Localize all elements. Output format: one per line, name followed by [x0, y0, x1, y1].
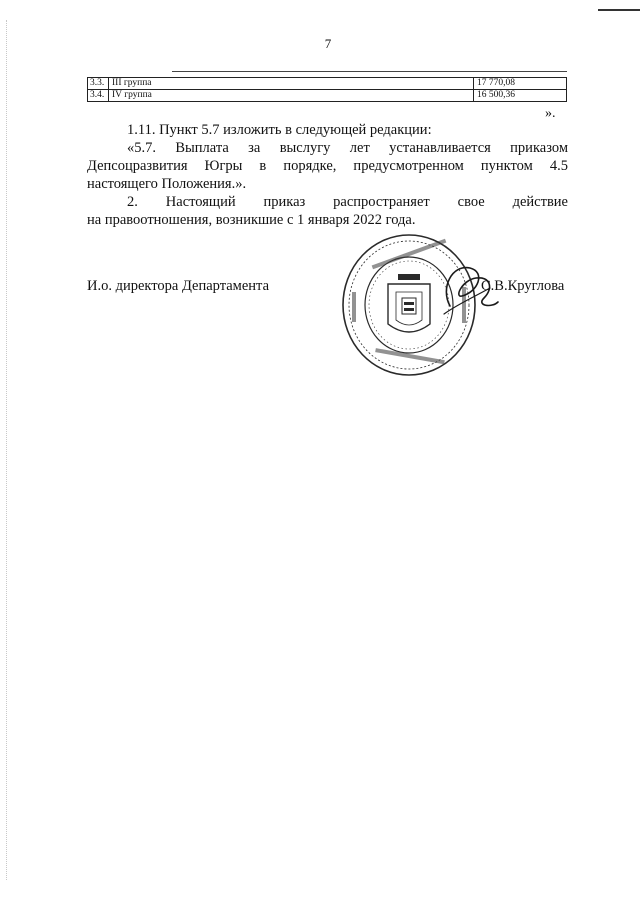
item-1-11: [87, 121, 568, 139]
table-top-rule: [172, 71, 567, 72]
table-row: [88, 90, 567, 102]
row-value: 16 500,36: [474, 90, 567, 102]
scan-edge-dots: [6, 20, 7, 880]
item-2-line2: на правоотношения, возникшие с 1 января 2022 года.: [87, 212, 416, 228]
row-value: 17 770,08: [474, 78, 567, 90]
item-1-11-text: 1.11. Пункт 5.7 изложить в следующей редакции:: [127, 122, 432, 138]
item-5-7-line1: «5.7. Выплата за выслугу лет устанавливается приказом: [127, 140, 568, 156]
row-group: III группа: [109, 78, 474, 90]
signer-name: С.В.Круглова: [481, 278, 565, 294]
signer-title: И.о. директора Департамента: [87, 278, 270, 294]
item-5-7-line3: настоящего Положения.».: [87, 176, 247, 192]
item-2-line1: 2. Настоящий приказ распространяет свое действие: [127, 194, 568, 210]
top-edge-rule: [598, 9, 640, 11]
item-5-7-line2: Депсоцразвития Югры в порядке, предусмотренном пунктом 4.5: [87, 158, 568, 174]
page-number: 7: [324, 36, 332, 51]
row-number: 3.4.: [88, 90, 109, 102]
table-row: [88, 78, 567, 90]
row-number: 3.3.: [88, 78, 109, 90]
closing-quote: ».: [545, 106, 556, 121]
row-group: IV группа: [109, 90, 474, 102]
salary-table: [87, 77, 567, 102]
